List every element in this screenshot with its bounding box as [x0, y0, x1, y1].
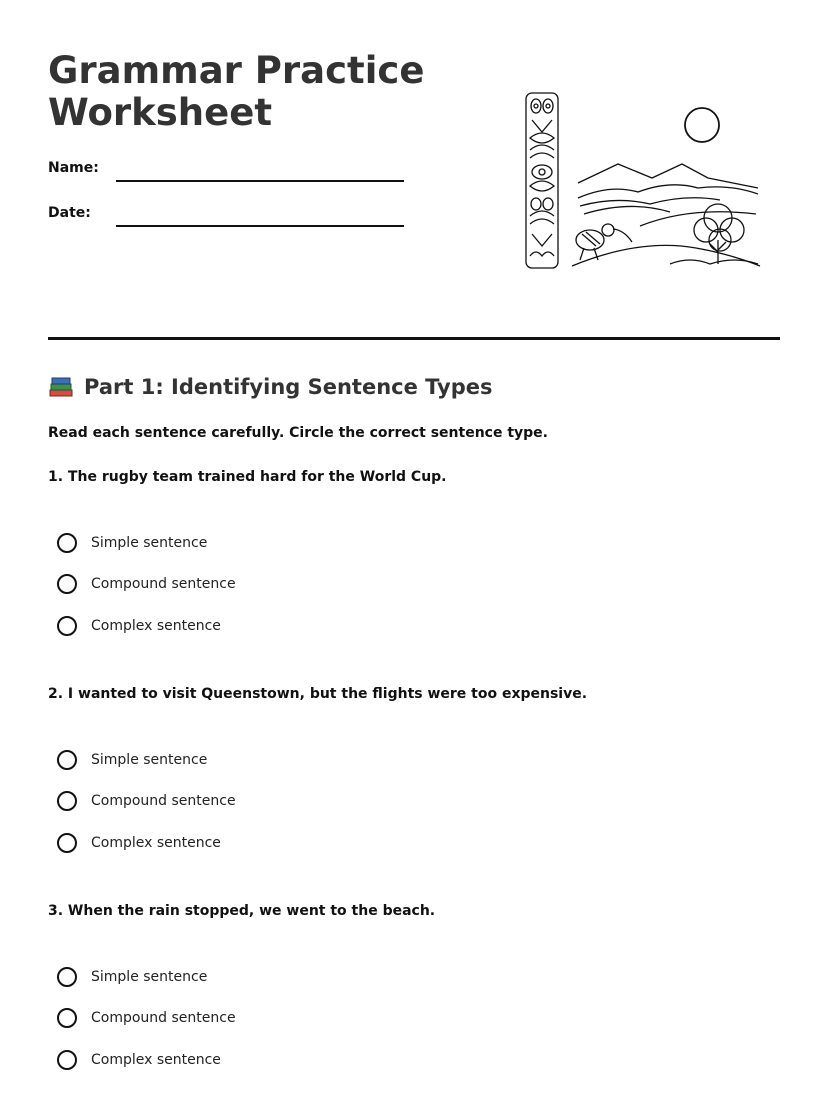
q1-option-simple[interactable] — [57, 533, 207, 553]
radio-circle-icon[interactable] — [57, 533, 77, 553]
option-label: Complex sentence — [91, 618, 221, 634]
option-label: Simple sentence — [91, 535, 208, 551]
radio-circle-icon[interactable] — [57, 616, 77, 636]
radio-circle-icon[interactable] — [57, 750, 77, 770]
q2-option-simple[interactable] — [57, 750, 207, 770]
name-field-line[interactable] — [116, 180, 404, 182]
part1-heading-text: Part 1: Identifying Sentence Types — [84, 375, 493, 399]
nz-landscape-illustration — [520, 88, 770, 278]
radio-circle-icon[interactable] — [57, 791, 77, 811]
books-icon — [48, 374, 74, 400]
radio-circle-icon[interactable] — [57, 967, 77, 987]
instructions: Read each sentence carefully. Circle the correct sentence type. — [48, 425, 548, 441]
q3-option-simple[interactable] — [57, 967, 207, 987]
section-divider — [48, 337, 780, 340]
option-label: Simple sentence — [91, 969, 208, 985]
radio-circle-icon[interactable] — [57, 574, 77, 594]
question-1: 1. The rugby team trained hard for the World Cup. — [48, 469, 447, 485]
radio-circle-icon[interactable] — [57, 833, 77, 853]
q3-option-complex[interactable] — [57, 1050, 221, 1070]
sun-icon — [685, 108, 719, 142]
part1-heading — [48, 374, 492, 400]
question-2: 2. I wanted to visit Queenstown, but the flights were too expensive. — [48, 686, 588, 702]
title-line-1: Grammar Practice — [48, 49, 425, 92]
option-label: Compound sentence — [91, 1010, 236, 1026]
worksheet-title — [48, 50, 424, 134]
date-label: Date: — [48, 205, 91, 221]
option-label: Compound sentence — [91, 793, 236, 809]
radio-circle-icon[interactable] — [57, 1050, 77, 1070]
option-label: Complex sentence — [91, 835, 221, 851]
date-field-line[interactable] — [116, 225, 404, 227]
option-label: Complex sentence — [91, 1052, 221, 1068]
option-label: Compound sentence — [91, 576, 236, 592]
q3-option-compound[interactable] — [57, 1008, 236, 1028]
q2-option-compound[interactable] — [57, 791, 236, 811]
radio-circle-icon[interactable] — [57, 1008, 77, 1028]
name-label: Name: — [48, 160, 99, 176]
q1-option-compound[interactable] — [57, 574, 236, 594]
q1-option-complex[interactable] — [57, 616, 221, 636]
carved-pole-icon — [526, 93, 558, 268]
title-line-2: Worksheet — [48, 91, 273, 134]
option-label: Simple sentence — [91, 752, 208, 768]
q2-option-complex[interactable] — [57, 833, 221, 853]
question-3: 3. When the rain stopped, we went to the beach. — [48, 903, 436, 919]
